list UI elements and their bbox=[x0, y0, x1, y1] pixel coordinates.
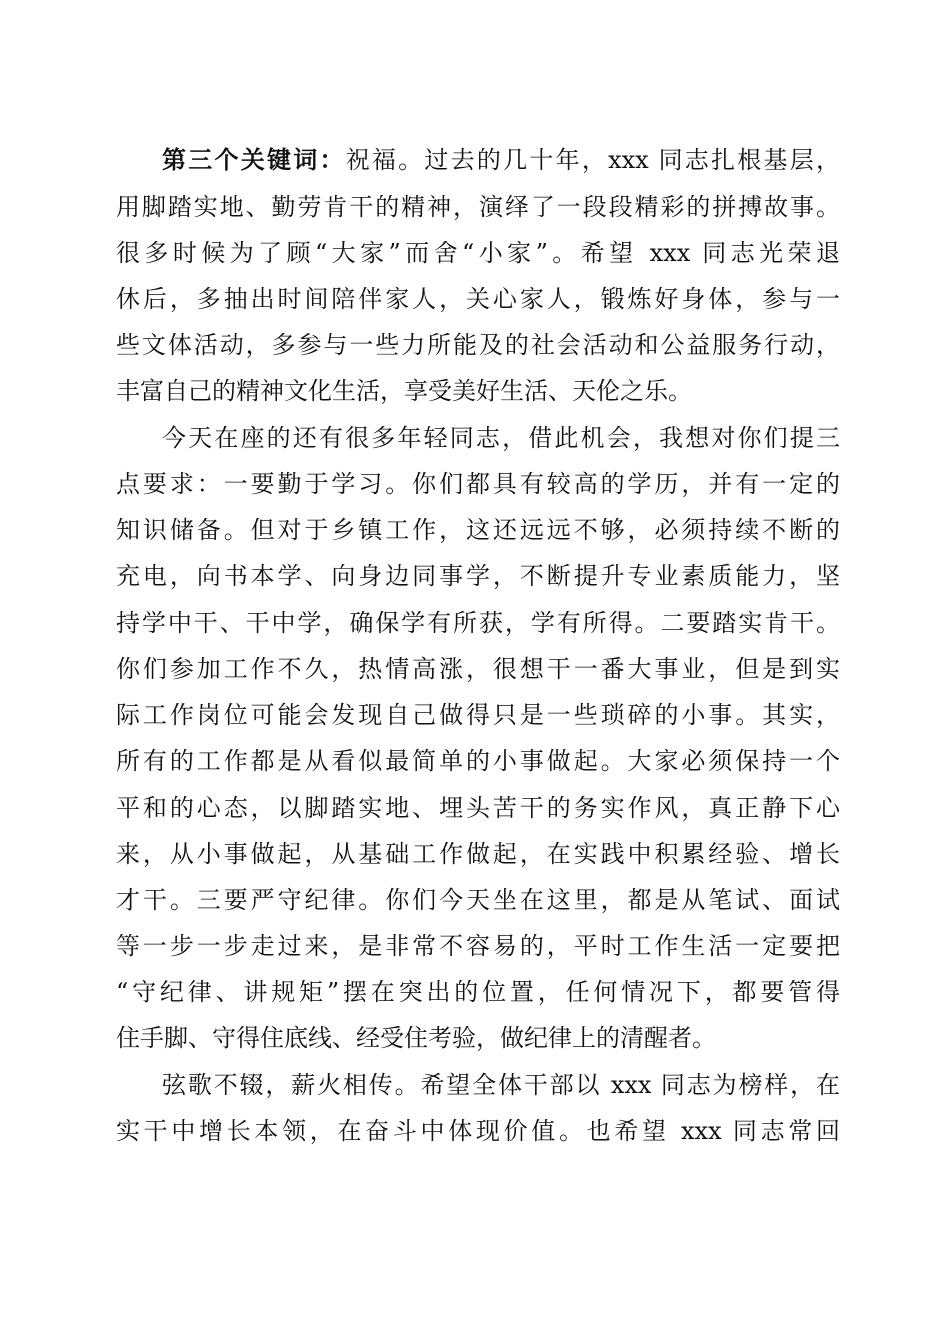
paragraph-2-line-4: 充电，向书本学、向身边同事学，不断提升专业素质能力，坚 bbox=[116, 562, 840, 590]
paragraph-2-line-1: 今天在座的还有很多年轻同志，借此机会，我想对你们提三 bbox=[162, 424, 840, 452]
paragraph-2-line-13: “守纪律、讲规矩”摆在突出的位置，任何情况下，都要管得 bbox=[116, 978, 840, 1006]
paragraph-1-line-1-text: 祝福。过去的几十年，xxx 同志扎根基层， bbox=[345, 146, 841, 174]
paragraph-2-line-14: 住手脚、守得住底线、经受住考验，做纪律上的清醒者。 bbox=[116, 1024, 716, 1052]
paragraph-2-line-5: 持学中干、干中学，确保学有所获，学有所得。二要踏实肯干。 bbox=[116, 609, 840, 637]
paragraph-1-line-2: 用脚踏实地、勤劳肯干的精神，演绎了一段段精彩的拼搏故事。 bbox=[116, 193, 840, 221]
paragraph-1-line-6: 丰富自己的精神文化生活，享受美好生活、天伦之乐。 bbox=[116, 377, 692, 405]
paragraph-2-line-2: 点要求：一要勤于学习。你们都具有较高的学历，并有一定的 bbox=[116, 470, 840, 498]
paragraph-2-line-10: 来，从小事做起，从基础工作做起，在实践中积累经验、增长 bbox=[116, 840, 840, 868]
paragraph-1-line-1 bbox=[162, 145, 840, 175]
paragraph-2-line-3: 知识储备。但对于乡镇工作，这还远远不够，必须持续不断的 bbox=[116, 516, 840, 544]
paragraph-3-line-1: 弦歌不辍，薪火相传。希望全体干部以 xxx 同志为榜样，在 bbox=[162, 1071, 840, 1099]
paragraph-2-line-7: 际工作岗位可能会发现自己做得只是一些琐碎的小事。其实， bbox=[116, 701, 840, 729]
paragraph-1-line-4: 休后，多抽出时间陪伴家人，关心家人，锻炼好身体，参与一 bbox=[116, 285, 840, 313]
paragraph-3-line-2: 实干中增长本领，在奋斗中体现价值。也希望 xxx 同志常回 bbox=[116, 1117, 840, 1145]
paragraph-1-line-5: 些文体活动，多参与一些力所能及的社会活动和公益服务行动， bbox=[116, 331, 840, 359]
paragraph-2-line-9: 平和的心态，以脚踏实地、埋头苦干的务实作风，真正静下心 bbox=[116, 794, 840, 822]
paragraph-2-line-6: 你们参加工作不久，热情高涨，很想干一番大事业，但是到实 bbox=[116, 655, 840, 683]
paragraph-2-line-8: 所有的工作都是从看似最简单的小事做起。大家必须保持一个 bbox=[116, 747, 840, 775]
keyword-heading: 第三个关键词： bbox=[162, 145, 346, 174]
paragraph-2-line-11: 才干。三要严守纪律。你们今天坐在这里，都是从笔试、面试 bbox=[116, 886, 840, 914]
paragraph-1-line-3: 很多时候为了顾“大家”而舍“小家”。希望 xxx 同志光荣退 bbox=[116, 239, 840, 267]
paragraph-2-line-12: 等一步一步走过来，是非常不容易的，平时工作生活一定要把 bbox=[116, 932, 840, 960]
